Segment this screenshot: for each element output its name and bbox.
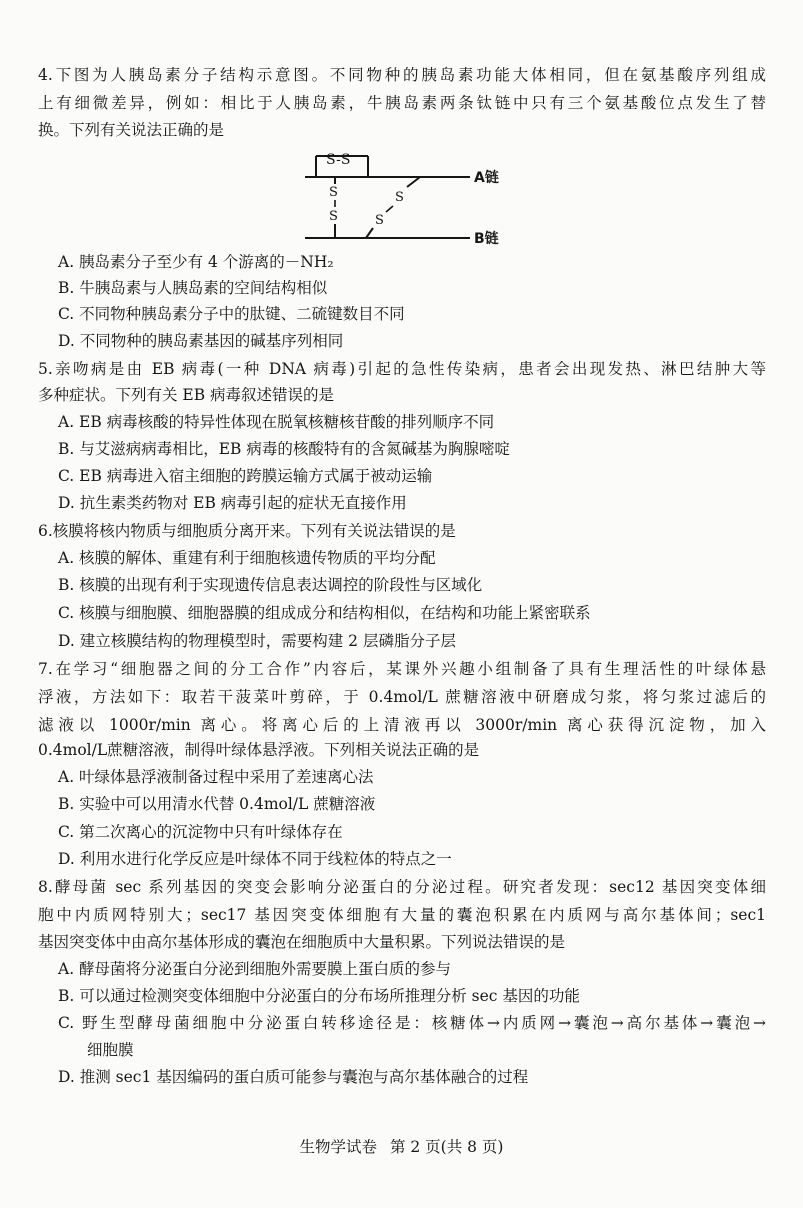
chain-a-label: A链 [474,170,499,186]
q5-option-d: D. 抗生素类药物对 EB 病毒引起的症状无直接作用 [58,494,407,512]
q4-stem-line-1: 4.下图为人胰岛素分子结构示意图。不同物种的胰岛素功能大体相同，但在氨基酸序列组成 [38,66,766,84]
q6-option-c: C. 核膜与细胞膜、细胞器膜的组成成分和结构相似，在结构和功能上紧密联系 [58,604,591,622]
q4-option-b: B. 牛胰岛素与人胰岛素的空间结构相似 [58,279,328,297]
q4-stem-line-3: 换。下列有关说法正确的是 [38,121,225,139]
bond-letter: S [375,213,384,228]
q4-stem-line-2: 上有细微差异，例如：相比于人胰岛素，牛胰岛素两条钛链中只有三个氨基酸位点发生了替 [38,94,766,112]
disulfide-top-label: S-S [326,152,351,168]
footer-subject: 生物学试卷 [299,1138,378,1156]
q7-option-d: D. 利用水进行化学反应是叶绿体不同于线粒体的特点之一 [58,850,452,868]
chain-b-label: B链 [474,231,499,247]
q5-option-a: A. EB 病毒核酸的特异性体现在脱氧核糖核苷酸的排列顺序不同 [58,413,495,431]
q7-stem-line-3: 滤液以 1000r/min 离心。将离心后的上清液再以 3000r/min 离心获得沉淀物，加入 [38,716,766,734]
q6-option-a: A. 核膜的解体、重建有利于细胞核遗传物质的平均分配 [58,549,436,567]
q8-option-c: C. 野生型酵母菌细胞中分泌蛋白转移途径是：核糖体→内质网→囊泡→高尔基体→囊泡→ [58,1014,766,1032]
footer-page-number: 第 2 页(共 8 页) [389,1138,504,1156]
q7-option-c: C. 第二次离心的沉淀物中只有叶绿体存在 [58,823,343,841]
q5-stem-line-2: 多种症状。下列有关 EB 病毒叙述错误的是 [38,386,335,404]
q8-option-b: B. 可以通过检测突变体细胞中分泌蛋白的分布场所推理分析 sec 基因的功能 [58,987,580,1005]
q7-option-a: A. 叶绿体悬浮液制备过程中采用了差速离心法 [58,768,374,786]
q8-option-c-continued: 细胞膜 [87,1041,134,1059]
q8-option-a: A. 酵母菌将分泌蛋白分泌到细胞外需要膜上蛋白质的参与 [58,960,452,978]
q7-stem-line-1: 7.在学习“细胞器之间的分工合作”内容后，某课外兴趣小组制备了具有生理活性的叶绿体悬 [38,660,766,678]
q4-option-a: A. 胰岛素分子至少有 4 个游离的－NH₂ [58,253,334,271]
q4-option-d: D. 不同物种的胰岛素基因的碱基序列相同 [58,332,344,350]
q8-option-d: D. 推测 sec1 基因编码的蛋白质可能参与囊泡与高尔基体融合的过程 [58,1068,529,1086]
bond-letter: S [329,209,338,224]
q4-option-c: C. 不同物种胰岛素分子中的肽键、二硫键数目不同 [58,305,405,323]
bond-letter: S [395,190,404,205]
q5-option-b: B. 与艾滋病病毒相比，EB 病毒的核酸特有的含氮碱基为胸腺嘧啶 [58,440,510,458]
page-footer [0,1134,803,1160]
q7-stem-line-2: 浮液，方法如下：取若干菠菜叶剪碎，于 0.4mol/L 蔗糖溶液中研磨成匀浆，将匀浆过滤后的 [38,688,766,706]
q8-stem-line-1: 8.酵母菌 sec 系列基因的突变会影响分泌蛋白的分泌过程。研究者发现：sec12 基因突变体细 [38,878,766,896]
insulin-structure-diagram [280,150,540,250]
q7-stem-line-4: 0.4mol/L蔗糖溶液，制得叶绿体悬浮液。下列相关说法正确的是 [38,741,480,759]
q6-option-d: D. 建立核膜结构的物理模型时，需要构建 2 层磷脂分子层 [58,632,456,650]
bond-letter: S [329,185,338,200]
q6-option-b: B. 核膜的出现有利于实现遗传信息表达调控的阶段性与区域化 [58,576,483,594]
q8-stem-line-2: 胞中内质网特别大；sec17 基因突变体细胞有大量的囊泡积累在内质网与高尔基体间；sec1 [38,906,766,924]
q8-stem-line-3: 基因突变体中由高尔基体形成的囊泡在细胞质中大量积累。下列说法错误的是 [38,933,566,951]
q5-option-c: C. EB 病毒进入宿主细胞的跨膜运输方式属于被动运输 [58,467,433,485]
q6-stem-line-1: 6.核膜将核内物质与细胞质分离开来。下列有关说法错误的是 [38,522,456,540]
q5-stem-line-1: 5.亲吻病是由 EB 病毒(一种 DNA 病毒)引起的急性传染病，患者会出现发热、淋巴结肿大等 [38,360,766,378]
q7-option-b: B. 实验中可以用清水代替 0.4mol/L 蔗糖溶液 [58,795,376,813]
